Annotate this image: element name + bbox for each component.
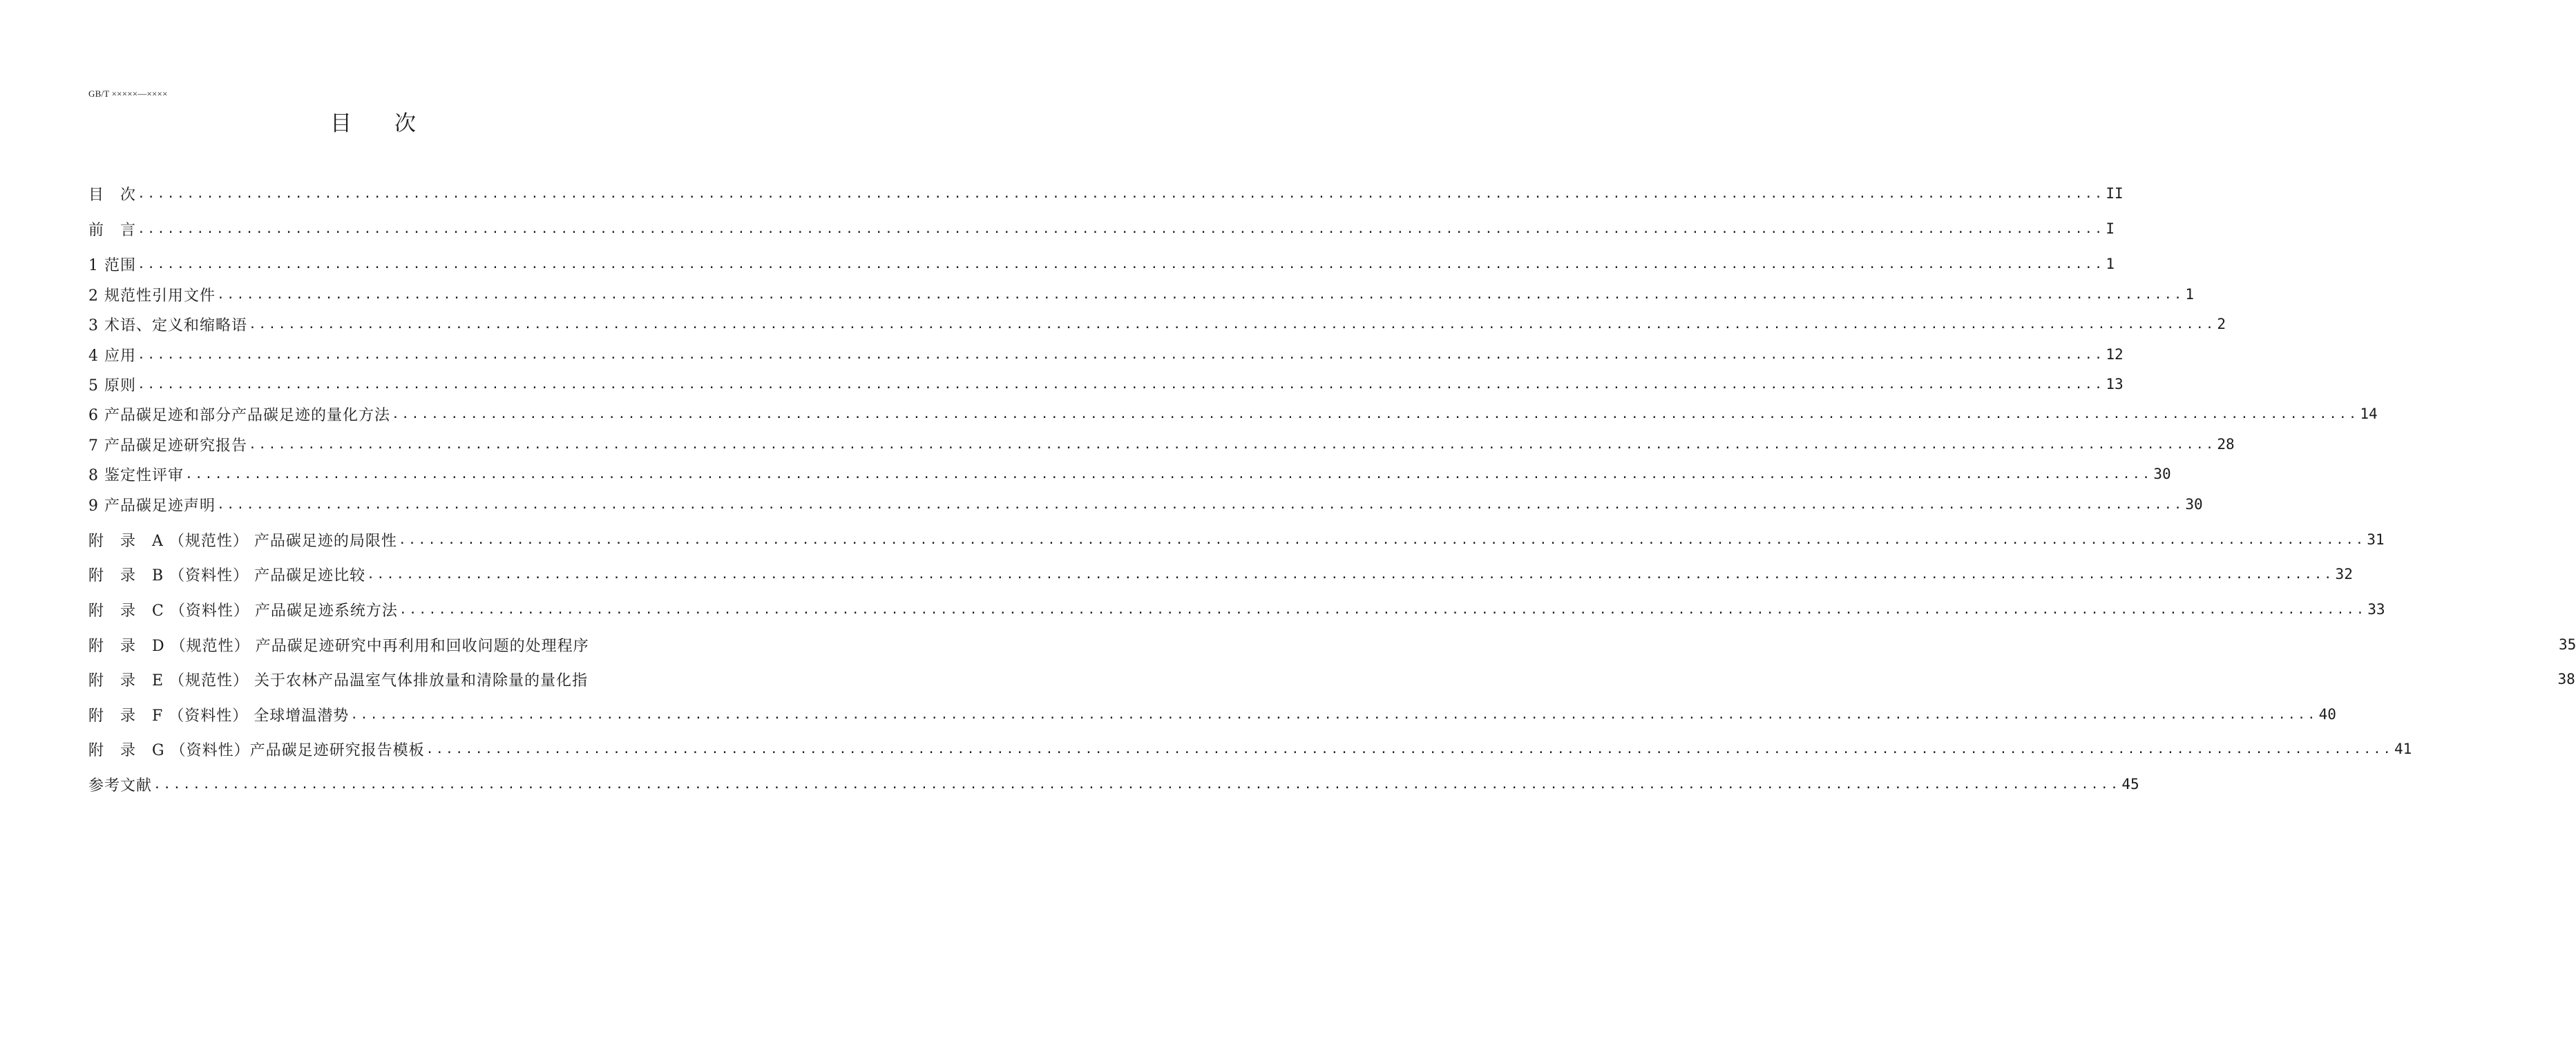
toc-entry-page: 14	[2360, 406, 2378, 422]
toc-entry[interactable]	[88, 283, 2195, 305]
toc-entry-label: 前 言	[88, 221, 137, 239]
toc-entry-page: 28	[2217, 436, 2235, 453]
toc-leader-dots: ........................................................................................................................................................................................................	[137, 377, 2105, 392]
standard-code: GB/T ×××××—××××	[88, 88, 168, 99]
toc-entry-page: 2	[2217, 316, 2226, 332]
toc-entry-label: 3 术语、定义和缩略语	[88, 316, 247, 334]
toc-leader-dots: ........................................................................................................................................................................................................	[350, 707, 2318, 722]
toc-entry-page: 33	[2367, 601, 2385, 618]
toc-entry-page: 1	[2106, 256, 2115, 272]
toc-entry-label: 附 录 C （资料性） 产品碳足迹系统方法	[88, 602, 398, 620]
toc-leader-dots: ........................................................................................................................................................................................................	[426, 741, 2393, 757]
toc-entry-label: 附 录 F （资料性） 全球增温潜势	[88, 707, 350, 725]
toc-entry-label: 参考文献	[88, 777, 153, 795]
toc-leader-dots: ........................................................................................................................................................................................................	[249, 437, 2216, 452]
toc-entry-label: 7 产品碳足迹研究报告	[88, 437, 247, 455]
toc-entry[interactable]	[88, 738, 2412, 760]
toc-leader-dots: ........................................................................................................................................................................................................	[217, 287, 2184, 302]
toc-entry-page: 40	[2318, 706, 2336, 723]
toc-entry-label: 1 范围	[88, 256, 136, 274]
toc-entry-page: 38	[2557, 671, 2575, 687]
toc-entry[interactable]	[88, 313, 2226, 335]
toc-entry-page: 30	[2185, 496, 2203, 513]
page-title: 目 次	[330, 111, 416, 136]
toc-entry-page: 32	[2335, 566, 2353, 582]
toc-leader-dots: ........................................................................................................................................................................................................	[185, 466, 2153, 482]
toc-leader-dots: ........................................................................................................................................................................................................	[217, 497, 2184, 512]
toc-entry-label: 2 规范性引用文件	[88, 287, 216, 305]
toc-entry[interactable]	[88, 218, 2115, 240]
toc-leader-dots: ........................................................................................................................................................................................................	[392, 406, 2359, 421]
toc-entry-label: 附 录 G （资料性）产品碳足迹研究报告模板	[88, 741, 425, 759]
toc-entry-page: 35	[2559, 636, 2576, 653]
toc-leader-dots: ........................................................................................................................................................................................................	[399, 602, 2367, 617]
toc-entry-label: 附 录 A （规范性） 产品碳足迹的局限性	[88, 532, 397, 550]
toc-leader-dots: ........................................................................................................................................................................................................	[367, 567, 2334, 582]
toc-entry[interactable]	[88, 598, 2385, 620]
toc-entry-label: 附 录 E （规范性） 关于农林产品温室气体排放量和清除量的量化指	[88, 672, 589, 690]
toc-leader-dots: ........................................................................................................................................................................................................	[398, 532, 2366, 547]
toc-entry-page: 30	[2153, 466, 2171, 482]
toc-entry[interactable]	[88, 253, 2115, 275]
toc-entry-label: 附 录 D （规范性） 产品碳足迹研究中再利用和回收问题的处理程序	[88, 637, 589, 655]
toc-leader-dots: ........................................................................................................................................................................................................	[137, 221, 2105, 236]
toc-entry[interactable]	[88, 433, 2235, 455]
toc-entry[interactable]	[88, 773, 2139, 795]
toc-entry-page: I	[2106, 220, 2115, 237]
toc-leader-dots: ........................................................................................................................................................................................................	[137, 347, 2105, 362]
toc-entry[interactable]	[88, 493, 2203, 515]
toc-entry[interactable]	[88, 529, 2385, 551]
toc-entry-label: 5 原则	[88, 377, 136, 395]
toc-entry[interactable]	[88, 182, 2124, 205]
toc-leader-dots: ........................................................................................................................................................................................................	[249, 316, 2216, 332]
toc-entry-page: 45	[2121, 776, 2139, 792]
toc-entry[interactable]	[88, 373, 2124, 395]
toc-entry[interactable]	[88, 634, 2576, 656]
toc-entry-page: 12	[2106, 346, 2124, 363]
toc-entry-label: 6 产品碳足迹和部分产品碳足迹的量化方法	[88, 406, 390, 424]
toc-entry[interactable]	[88, 668, 2575, 690]
toc-entry[interactable]	[88, 403, 2378, 425]
toc-entry[interactable]	[88, 463, 2171, 485]
toc-entry-page: 31	[2367, 531, 2385, 548]
toc-entry-label: 8 鉴定性评审	[88, 466, 184, 484]
toc-entry[interactable]	[88, 563, 2353, 585]
toc-entry[interactable]	[88, 343, 2124, 365]
toc-entry-label: 9 产品碳足迹声明	[88, 497, 216, 515]
toc-entry-page: 13	[2106, 376, 2124, 392]
toc-entry-page: II	[2106, 185, 2124, 202]
toc-entry-label: 目 次	[88, 186, 137, 204]
toc-leader-dots: ........................................................................................................................................................................................................	[153, 777, 2121, 792]
toc-entry-page: 1	[2185, 286, 2195, 303]
toc-entry-label: 附 录 B （资料性） 产品碳足迹比较	[88, 567, 366, 584]
toc-entry-page: 41	[2394, 741, 2412, 757]
toc-leader-dots: ........................................................................................................................................................................................................	[137, 256, 2105, 272]
toc-entry-label: 4 应用	[88, 347, 136, 365]
toc-leader-dots: ........................................................................................................................................................................................................	[137, 186, 2105, 201]
toc-entry[interactable]	[88, 703, 2336, 725]
